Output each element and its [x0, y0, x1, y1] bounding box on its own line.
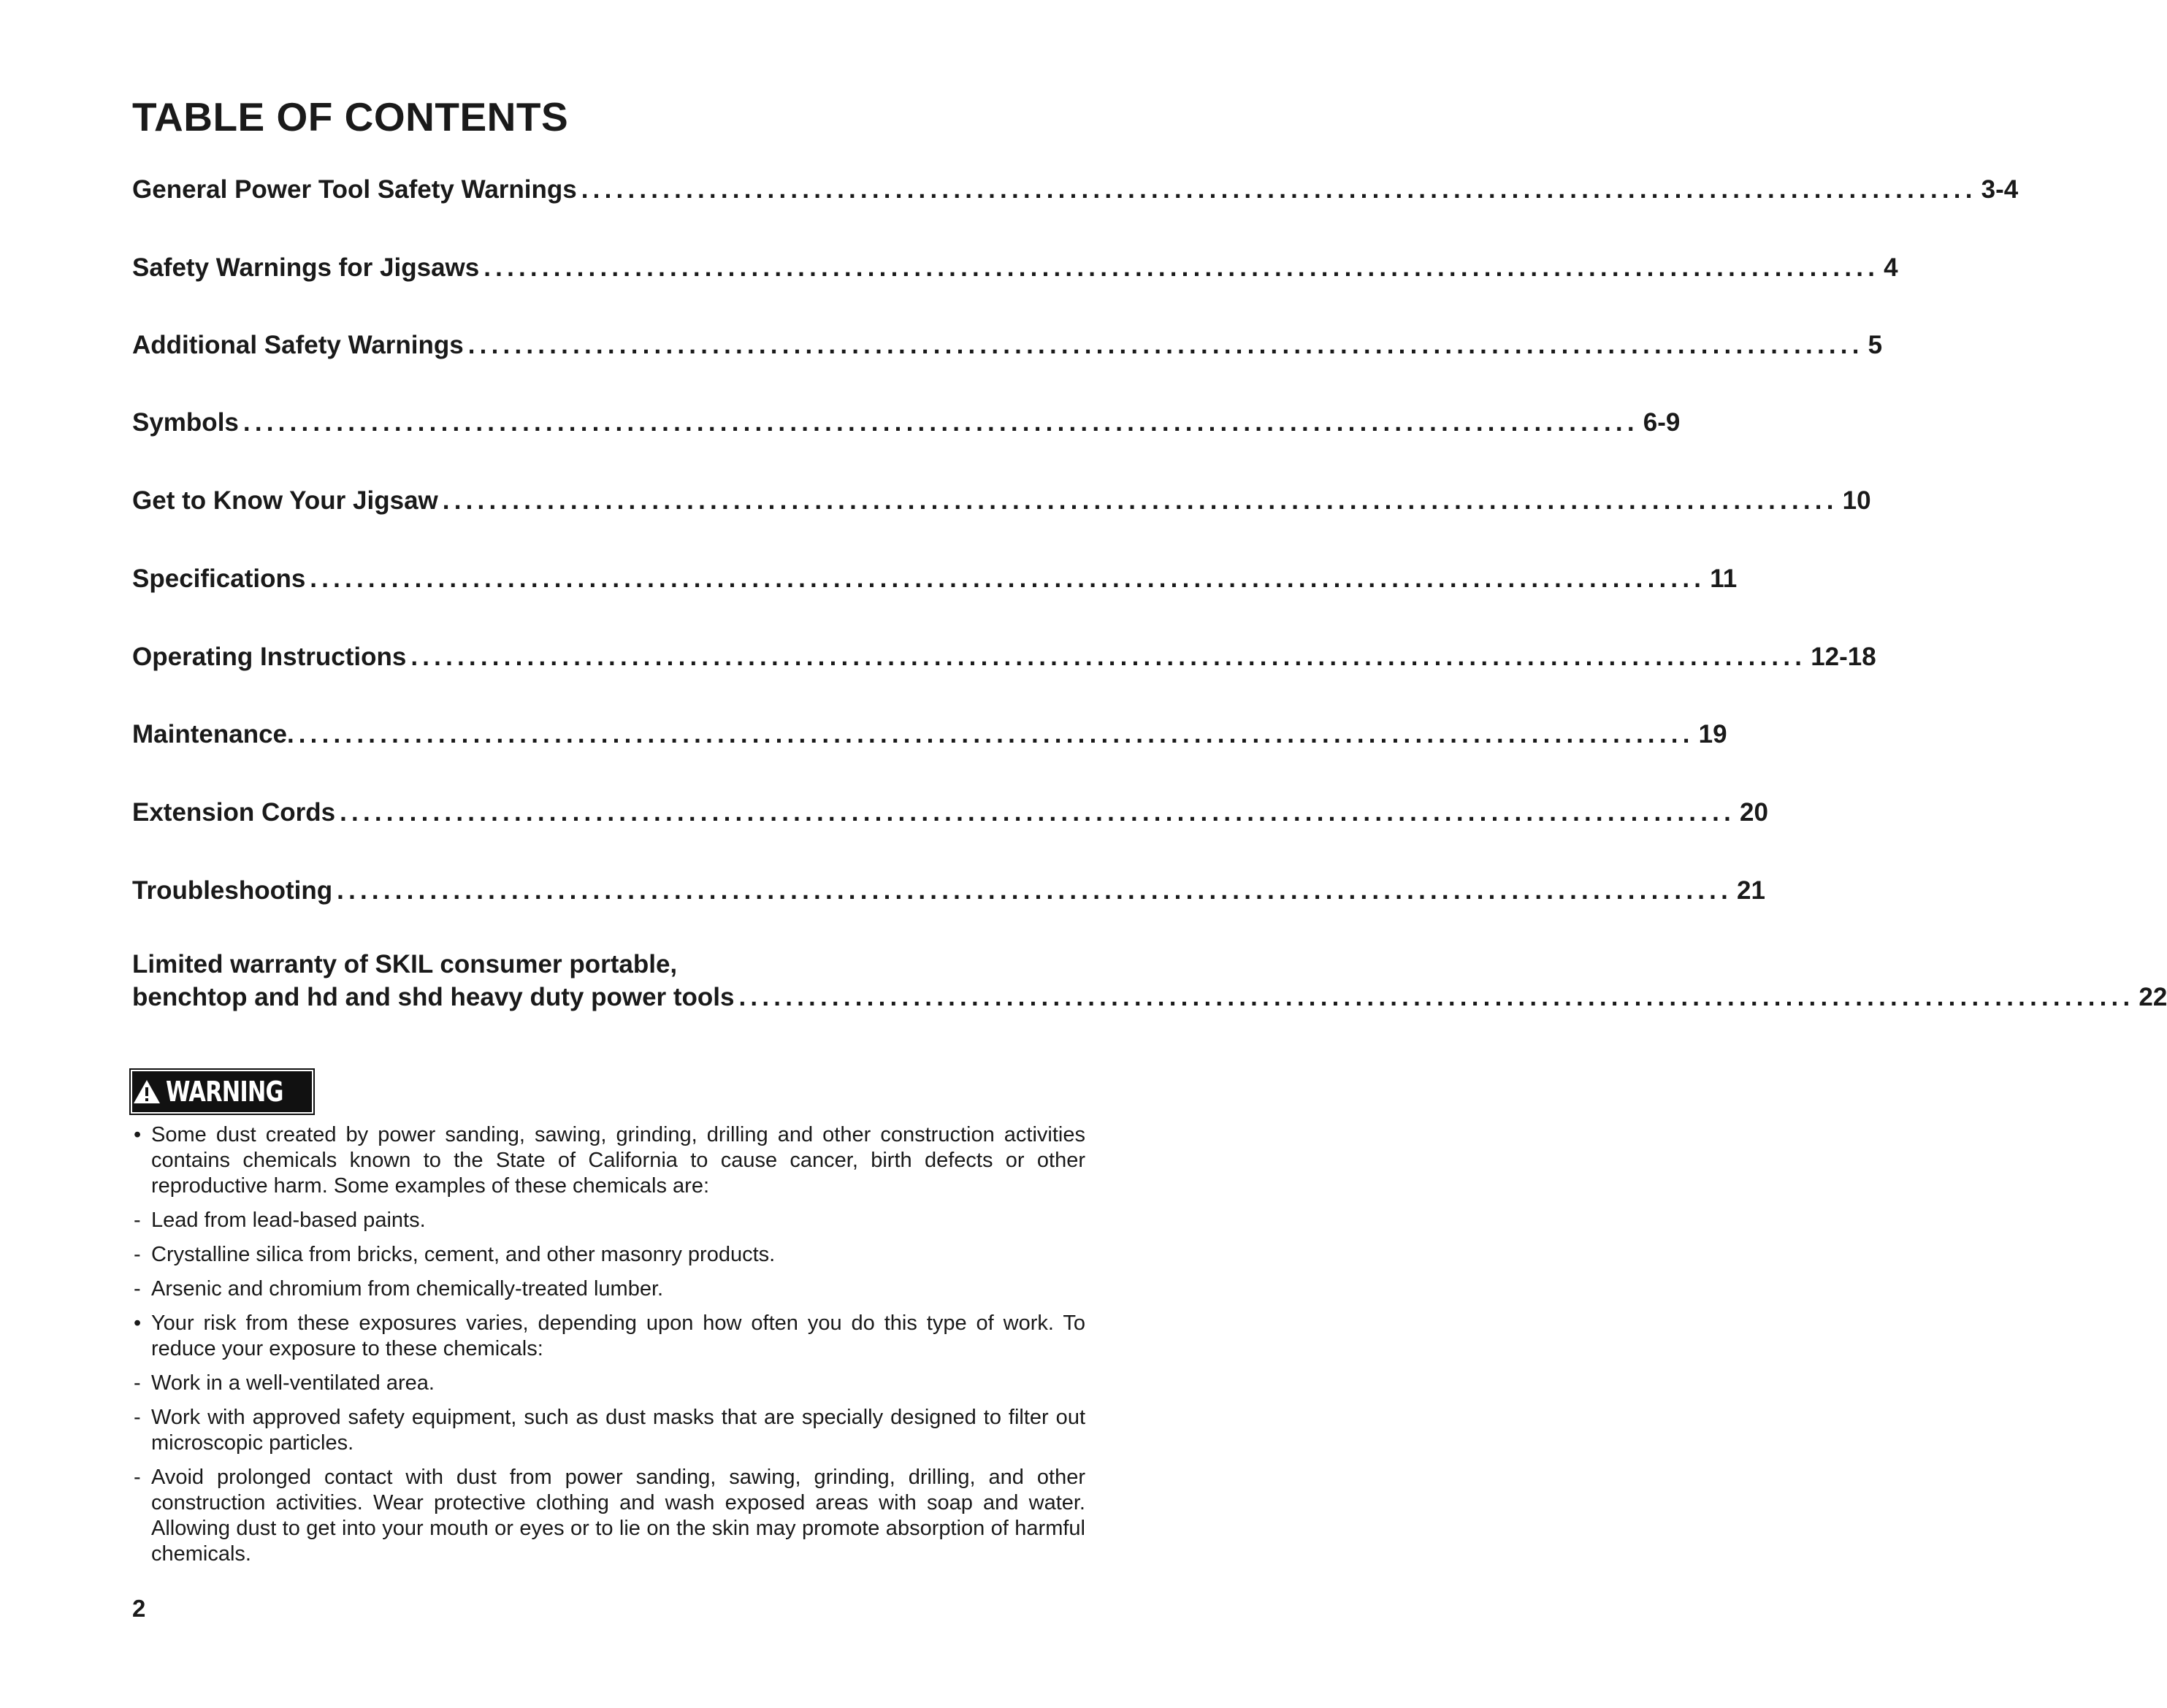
toc-entry-page: 19	[1698, 720, 1727, 748]
warning-item-text: Your risk from these exposures varies, depending upon how often you do this type of work. To reduce your exposure to these chemicals:	[151, 1311, 1085, 1360]
warning-item	[132, 1405, 1085, 1456]
warning-item-text: Work in a well-ventilated area.	[151, 1371, 435, 1395]
toc-entry[interactable]	[132, 796, 1768, 829]
toc-dot-leader: ........................................................................................................................	[242, 408, 1639, 437]
toc-entry-title: Additional Safety Warnings	[132, 331, 464, 359]
warning-item-text: Avoid prolonged contact with dust from power sanding, sawing, grinding, drilling, and other construction activities. Wear protective clothing and wash exposed areas with soap and water. Allowing dust to get into your mouth or eyes or to lie on the skin may promote absorption of harmful chemicals.	[151, 1466, 1085, 1566]
toc-entry[interactable]	[132, 874, 1765, 907]
toc-entry-title-line2: benchtop and hd and shd heavy duty power tools	[132, 983, 735, 1011]
warning-item	[132, 1371, 1085, 1396]
warning-item-text: Work with approved safety equipment, such as dust masks that are specially designed to filter out microscopic particles.	[151, 1406, 1085, 1455]
warning-item	[132, 1242, 1085, 1268]
page-title: TABLE OF CONTENTS	[132, 94, 569, 139]
toc-entry-page: 21	[1737, 876, 1765, 905]
toc-entry[interactable]	[132, 484, 1871, 517]
warning-item-text: Some dust created by power sanding, sawing, grinding, drilling and other construction activities contains chemicals known to the State of California to cause cancer, birth defects or other reproductive harm. Some examples of these chemicals are:	[151, 1123, 1085, 1198]
warning-item	[132, 1276, 1085, 1302]
dash-marker: -	[134, 1371, 141, 1395]
toc-dot-leader: ........................................................................................................................	[298, 720, 1694, 748]
toc-entry[interactable]	[132, 173, 2019, 206]
toc-entry-page: 4	[1884, 253, 1898, 282]
warning-body	[132, 1122, 1085, 1576]
toc-entry-page: 11	[1710, 564, 1738, 593]
toc-dot-leader: ........................................................................................................................	[738, 983, 2135, 1011]
warning-item	[132, 1208, 1085, 1233]
dash-marker: -	[134, 1243, 141, 1266]
warning-item	[132, 1465, 1085, 1567]
bullet-marker: •	[134, 1311, 142, 1335]
warning-triangle-icon	[132, 1079, 161, 1105]
toc-entry-title: Specifications	[132, 564, 306, 593]
toc-entry-title-line1: Limited warranty of SKIL consumer portable,	[132, 950, 678, 979]
toc-entry-page: 3-4	[1981, 175, 2019, 204]
dash-marker: -	[134, 1209, 141, 1232]
warning-item-text: Arsenic and chromium from chemically-treated lumber.	[151, 1277, 664, 1301]
toc-entry-title: General Power Tool Safety Warnings	[132, 175, 577, 204]
toc-dot-leader: ........................................................................................................................	[337, 876, 1733, 905]
toc-entry-title: Get to Know Your Jigsaw	[132, 486, 438, 515]
toc-dot-leader: ........................................................................................................................	[442, 486, 1838, 515]
toc-entry[interactable]	[132, 718, 1727, 751]
dash-marker: -	[134, 1466, 141, 1489]
toc-entry-title: Maintenance.	[132, 720, 294, 748]
toc-entry[interactable]	[132, 329, 1883, 361]
toc-entry-page: 6-9	[1643, 408, 1681, 437]
toc-entry-page: 10	[1842, 486, 1871, 515]
toc-entry-title: Operating Instructions	[132, 643, 407, 671]
toc-entry[interactable]	[132, 251, 1898, 284]
toc-entry[interactable]	[132, 562, 1738, 595]
warning-item	[132, 1122, 1085, 1199]
warning-item	[132, 1311, 1085, 1362]
warning-label: WARNING	[166, 1076, 283, 1108]
page-number: 2	[132, 1595, 146, 1622]
toc-dot-leader: ........................................................................................................................	[340, 798, 1736, 827]
toc-dot-leader: ........................................................................................................................	[484, 253, 1880, 282]
toc-entry-page: 22	[2139, 983, 2167, 1011]
warning-item-text: Lead from lead-based paints.	[151, 1209, 426, 1232]
toc-dot-leader: ........................................................................................................................	[467, 331, 1864, 359]
toc-entry-title: Extension Cords	[132, 798, 336, 827]
toc-entry-page: 12-18	[1811, 643, 1876, 671]
toc-entry-title: Symbols	[132, 408, 239, 437]
toc-entry[interactable]	[132, 406, 1681, 439]
bullet-marker: •	[134, 1123, 142, 1146]
toc-entry-title: Troubleshooting	[132, 876, 333, 905]
warning-badge	[132, 1071, 312, 1112]
warning-item-text: Crystalline silica from bricks, cement, and other masonry products.	[151, 1243, 776, 1266]
toc-entry[interactable]	[132, 948, 2167, 1014]
toc-entry-page: 5	[1868, 331, 1883, 359]
toc-dot-leader: ........................................................................................................................	[581, 175, 1977, 204]
dash-marker: -	[134, 1406, 141, 1429]
toc-dot-leader: ........................................................................................................................	[410, 643, 1807, 671]
dash-marker: -	[134, 1277, 141, 1301]
toc-dot-leader: ........................................................................................................................	[310, 564, 1706, 593]
toc-entry[interactable]	[132, 640, 1876, 673]
toc-entry-page: 20	[1740, 798, 1768, 827]
toc-entry-title: Safety Warnings for Jigsaws	[132, 253, 480, 282]
